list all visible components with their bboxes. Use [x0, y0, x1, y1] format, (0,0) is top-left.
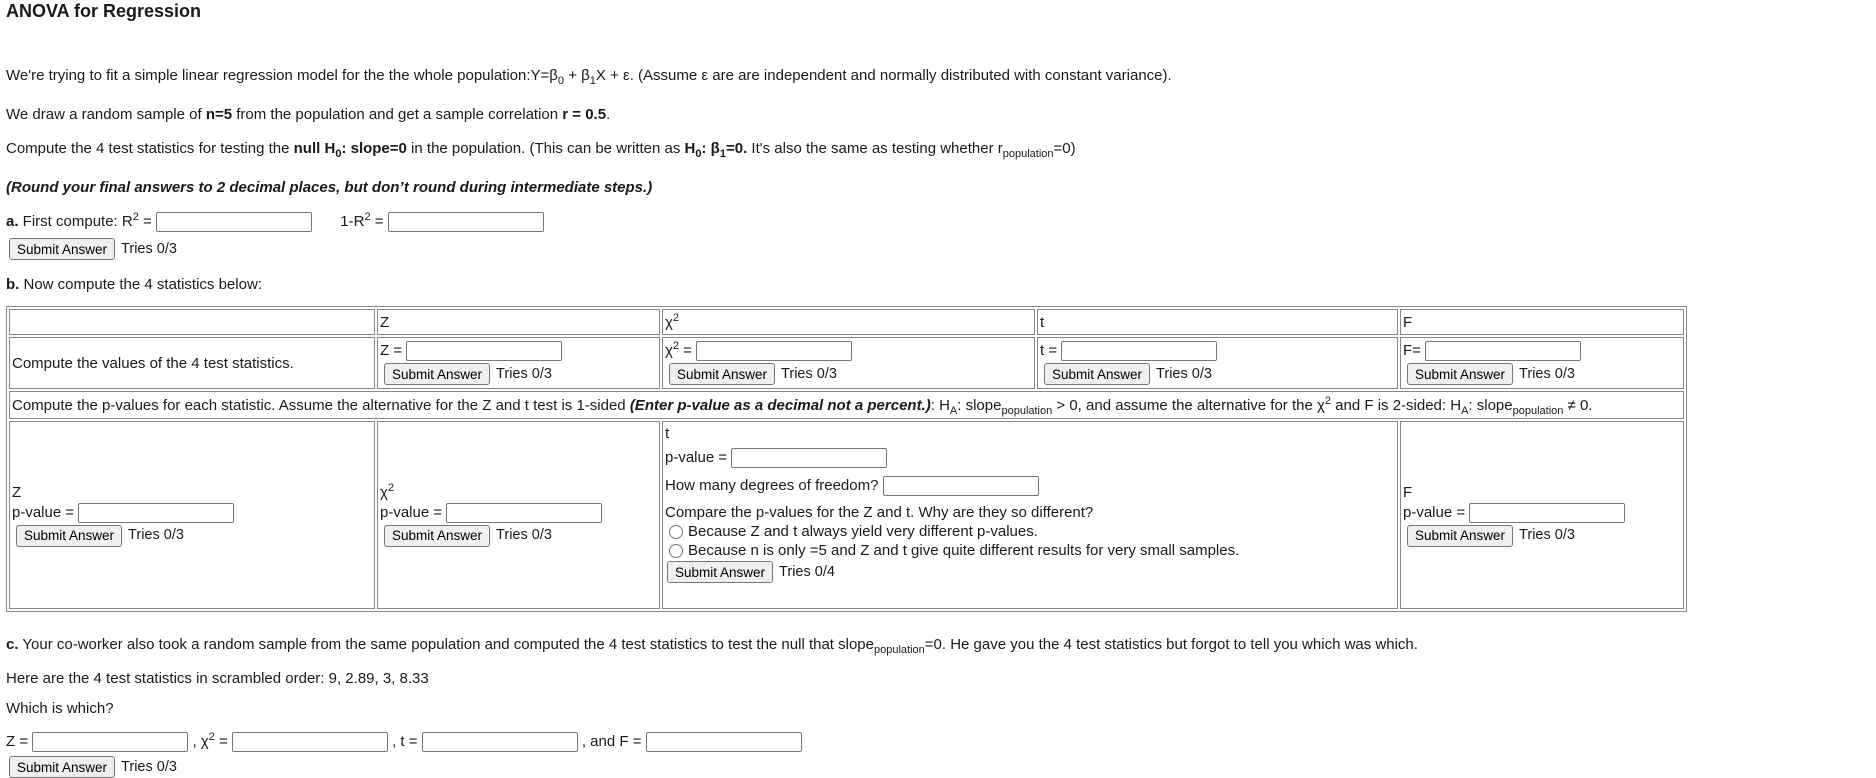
chi-square-value-input[interactable]	[696, 341, 852, 361]
t-value-tries: Tries 0/3	[1156, 365, 1212, 382]
part-c-submit-row	[9, 756, 177, 778]
f-pvalue-tries: Tries 0/3	[1519, 527, 1575, 544]
t-pvalue-tries: Tries 0/4	[779, 563, 835, 580]
pvalue-instruction: Compute the p-values for each statistic. Assume the alternative for the Z and t test is 1-sided (Enter p-value as a decimal not a percent.): $H_A$: slope$_{population}$ > 0, and assume the alternative for the $\chi^2$ and F is 2-sided: $H_A$: slope$_{population}$ ≠ 0.	[9, 391, 1684, 419]
z-value-cell: Z = Submit Answer Tries 0/3	[377, 337, 660, 389]
t-pvalue-submit-button[interactable]: Submit Answer	[667, 561, 773, 583]
option-2[interactable]: Because n is only =5 and Z and t give quite different results for very small samples.	[665, 542, 1395, 559]
page-title: ANOVA for Regression	[6, 1, 202, 21]
which-is-which: Which is which?	[6, 700, 114, 717]
f-pvalue-input[interactable]	[1469, 503, 1625, 523]
statistics-values-row	[9, 337, 1684, 389]
option-2-radio[interactable]	[669, 544, 683, 558]
header-z: Z	[377, 309, 660, 335]
f-pvalue-cell: F p-value = Submit Answer Tries 0/3	[1400, 421, 1684, 609]
statistics-table	[6, 306, 1687, 612]
part-c-text: c. Your co-worker also took a random sample from the same population and computed the 4 test statistics to test the null that slope$_{population}$=0. He gave you the 4 test statistics but forgot to tell you which was which.	[6, 636, 1418, 656]
t-value-cell: t = Submit Answer Tries 0/3	[1037, 337, 1398, 389]
header-f: F	[1400, 309, 1684, 335]
part-a-tries: Tries 0/3	[121, 240, 177, 257]
chi-square-pvalue-header: $\chi^2$	[380, 481, 394, 501]
option-1[interactable]: Because Z and t always yield very different p-values.	[665, 523, 1395, 540]
pvalue-row	[9, 421, 1684, 609]
part-c-inputs-row: Z = , $\chi^2$ = , t = , and F =	[6, 732, 802, 752]
t-pvalue-header: t	[665, 425, 670, 442]
t-pvalue-input[interactable]	[731, 448, 887, 468]
pvalue-instruction-row	[9, 391, 1684, 419]
part-a-row: a. First compute: $R^2$ = $1-R^2$ =	[6, 212, 544, 232]
part-a-submit-button[interactable]: Submit Answer	[9, 238, 115, 260]
z-pvalue-input[interactable]	[78, 503, 234, 523]
f-pvalue-header: F	[1403, 483, 1413, 501]
f-value-input[interactable]	[1425, 341, 1581, 361]
f-value-cell: F= Submit Answer Tries 0/3	[1400, 337, 1684, 389]
z-value-tries: Tries 0/3	[496, 365, 552, 382]
chi-square-pvalue-input[interactable]	[446, 503, 602, 523]
part-c-submit-button[interactable]: Submit Answer	[9, 756, 115, 778]
part-c-f-input[interactable]	[646, 732, 802, 752]
header-t: t	[1037, 309, 1398, 335]
z-pvalue-header: Z	[12, 483, 22, 501]
chi-square-pvalue-submit-button[interactable]: Submit Answer	[384, 525, 490, 547]
part-c-tries: Tries 0/3	[121, 758, 177, 775]
part-c-chi-square-input[interactable]	[232, 732, 388, 752]
compare-question: Compare the p-values for the Z and t. Why are they so different?	[665, 504, 1094, 521]
intro-model-text: We're trying to fit a simple linear regression model for the the whole $population:Y=\beta_0 + \beta_1X + \varepsilon$. (Assume ε are are independent and normally distributed with constant variance).	[6, 67, 1172, 87]
t-pvalue-cell: t p-value = How many degrees of freedom? Compare the p-values for the Z and t. Why are they so different? Because Z and t always yield very different p-values. Because n is only =5 and Z and t give quite different results for very small samples. Submit Answer Tries 0/4	[662, 421, 1398, 609]
z-value-submit-button[interactable]: Submit Answer	[384, 363, 490, 385]
part-b-text: b. Now compute the 4 statistics below:	[6, 276, 262, 293]
option-1-radio[interactable]	[669, 525, 683, 539]
chi-square-value-submit-button[interactable]: Submit Answer	[669, 363, 775, 385]
chi-square-pvalue-cell: $\chi^2$ p-value = Submit Answer Tries 0/3	[377, 421, 660, 609]
degrees-of-freedom-input[interactable]	[883, 476, 1039, 496]
intro-sample-text: We draw a random sample of n=5 from the population and get a sample correlation r = 0.5.	[6, 106, 611, 123]
r-squared-input[interactable]	[156, 212, 312, 232]
chi-square-value-tries: Tries 0/3	[781, 365, 837, 382]
values-row-label: Compute the values of the 4 test statistics.	[9, 337, 375, 389]
part-a-submit-row	[9, 238, 177, 260]
scrambled-statistics: Here are the 4 test statistics in scrambled order: 9, 2.89, 3, 8.33	[6, 670, 429, 687]
t-value-submit-button[interactable]: Submit Answer	[1044, 363, 1150, 385]
z-pvalue-submit-button[interactable]: Submit Answer	[16, 525, 122, 547]
part-c-z-input[interactable]	[32, 732, 188, 752]
rounding-note: (Round your final answers to 2 decimal places, but don’t round during intermediate steps.)	[6, 179, 653, 196]
t-value-input[interactable]	[1061, 341, 1217, 361]
z-value-input[interactable]	[406, 341, 562, 361]
blank-header-cell	[9, 309, 375, 335]
f-pvalue-submit-button[interactable]: Submit Answer	[1407, 525, 1513, 547]
header-chi-square: $\chi^2$	[662, 309, 1035, 335]
chi-square-pvalue-tries: Tries 0/3	[496, 527, 552, 544]
part-c-t-input[interactable]	[422, 732, 578, 752]
z-pvalue-cell: Z p-value = Submit Answer Tries 0/3	[9, 421, 375, 609]
f-value-submit-button[interactable]: Submit Answer	[1407, 363, 1513, 385]
intro-null-text: Compute the 4 test statistics for testing the null $H_0$: slope=0 in the population. (This can be written as $H_0$: $\beta_1=0$. It's also the same as testing whether $r_{population}=0$)	[6, 140, 1076, 160]
table-header-row	[9, 309, 1684, 335]
f-value-tries: Tries 0/3	[1519, 365, 1575, 382]
z-pvalue-tries: Tries 0/3	[128, 527, 184, 544]
one-minus-r-squared-input[interactable]	[388, 212, 544, 232]
chi-square-value-cell: $\chi^2$ = Submit Answer Tries 0/3	[662, 337, 1035, 389]
